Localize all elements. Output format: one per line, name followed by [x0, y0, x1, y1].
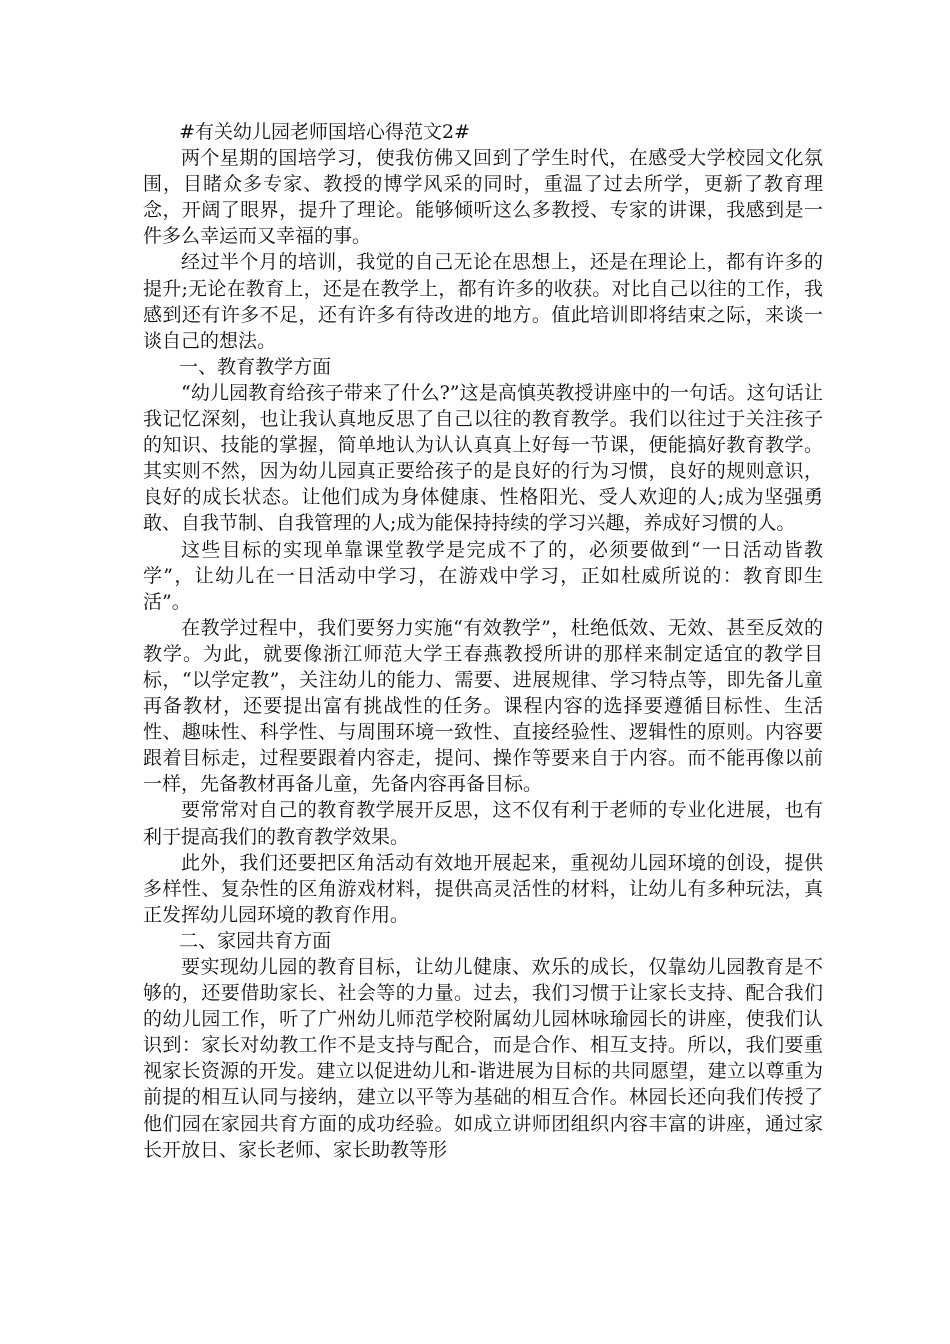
paragraph-teaching-goals: “幼儿园教育给孩子带来了什么?”这是高慎英教授讲座中的一句话。这句话让我记忆深刻，也让我认真地反思了自己以往的教育教学。我们以往过于关注孩子的知识、技能的掌握，简单地认为认认真真上好每一节课，便能搞好教育教学。其实则不然，因为幼儿园真正要给孩子的是良好的行为习惯，良好的规则意识，良好的成长状态。让他们成为身体健康、性格阳光、受人欢迎的人;成为坚强勇敢、自我节制、自我管理的人;成为能保持持续的学习兴趣，养成好习惯的人。	[143, 381, 823, 535]
paragraph-home-school: 要实现幼儿园的教育目标，让幼儿健康、欢乐的成长，仅靠幼儿园教育是不够的，还要借助家长、社会等的力量。过去，我们习惯于让家长支持、配合我们的幼儿园工作，听了广州幼儿师范学校附属幼儿园林咏瑜园长的讲座，使我们认识到：家长对幼教工作不是支持与配合，而是合作、相互支持。所以，我们要重视家长资源的开发。建立以促进幼儿和-谐进展为目标的共同愿望，建立以尊重为前提的相互认同与接纳，建立以平等为基础的相互合作。林园长还向我们传授了他们园在家园共育方面的成功经验。如成立讲师团组织内容丰富的讲座，通过家长开放日、家长老师、家长助教等形	[143, 956, 823, 1161]
paragraph-self-reflection: 要常常对自己的教育教学展开反思，这不仅有利于老师的专业化进展，也有利于提高我们的教育教学效果。	[143, 799, 823, 848]
document-body	[143, 119, 823, 1163]
paragraph-effective-teaching: 在教学过程中，我们要努力实施“有效教学”，杜绝低效、无效、甚至反效的教学。为此，就要像浙江师范大学王春燕教授所讲的那样来制定适宜的教学目标，“以学定教”，关注幼儿的能力、需要、进展规律、学习特点等，即先备儿童再备教材，还要提出富有挑战性的任务。课程内容的选择要遵循目标性、生活性、趣味性、科学性、与周围环境一致性、直接经验性、逻辑性的原则。内容要跟着目标走，过程要跟着内容走，提问、操作等要来自于内容。而不能再像以前一样，先备教材再备儿童，先备内容再备目标。	[143, 616, 823, 796]
section-heading-teaching: 一、教育教学方面	[179, 355, 332, 378]
document-title: #有关幼儿园老师国培心得范文2#	[179, 121, 471, 143]
paragraph-reflection: 经过半个月的培训，我觉的自己无论在思想上，还是在理论上，都有许多的提升;无论在教育上，还是在教学上，都有许多的收获。对比自己以往的工作，我感到还有许多不足，还有许多有待改进的地方。值此培训即将结束之际，来谈一谈自己的想法。	[143, 251, 823, 352]
paragraph-intro: 两个星期的国培学习，使我仿佛又回到了学生时代，在感受大学校园文化氛围，目睹众多专家、教授的博学风采的同时，重温了过去所学，更新了教育理念，开阔了眼界，提升了理论。能够倾听这么多教授、专家的讲课，我感到是一件多么幸运而又幸福的事。	[143, 147, 823, 248]
paragraph-daily-activities: 这些目标的实现单靠课堂教学是完成不了的，必须要做到“一日活动皆教学”，让幼儿在一日活动中学习，在游戏中学习，正如杜威所说的：教育即生活”。	[143, 538, 823, 613]
section-heading-home-school: 二、家园共育方面	[179, 929, 332, 952]
paragraph-area-activities: 此外，我们还要把区角活动有效地开展起来，重视幼儿园环境的创设，提供多样性、复杂性的区角游戏材料，提供高灵活性的材料，让幼儿有多种玩法，真正发挥幼儿园环境的教育作用。	[143, 851, 823, 926]
